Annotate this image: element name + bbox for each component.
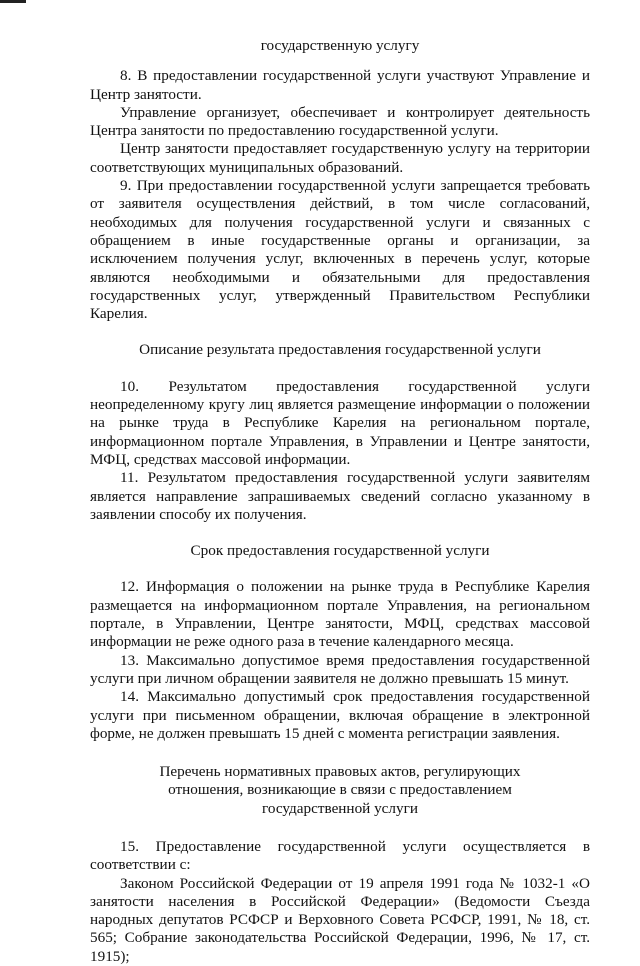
paragraph-8: 8. В предоставлении государственной услуги участвуют Управление и Центр занятости. [90,67,590,103]
section-heading-acts-line-2: отношения, возникающие в связи с предоставлением [168,781,512,799]
paragraph-10: 10. Результатом предоставления государственной услуги неопределенному кругу лиц является размещение информации о положении на рынке труда в Республике Карелия на региональном портале, информационном портале Управления, в Управлении и Центре занятости, МФЦ, средствах массовой информации. [90,377,590,468]
section-heading-acts-line-1: Перечень нормативных правовых актов, регулирующих [159,763,521,781]
section-heading-term: Срок предоставления государственной услуги [190,542,490,560]
paragraph-8-management: Управление организует, обеспечивает и контролирует деятельность Центра занятости по предоставлению государственной услуги. [90,103,590,140]
paragraph-11: 11. Результатом предоставления государственной услуги заявителям является направление запрашиваемых сведений согласно указанному в заявлении способу их получения. [90,469,590,523]
paragraph-12: 12. Информация о положении на рынке труда в Республике Карелия размещается на информационном портале Управления, на региональном портале, в Управлении, Центре занятости, МФЦ, средствах массовой информации не реже одного раза в течение календарного месяца. [90,578,590,651]
paragraph-9: 9. При предоставлении государственной услуги запрещается требовать от заявителя осуществления действий, в том числе согласований, необходимых для получения государственной услуги и связанных с обращением в иные государственные органы и организации, за исключением получения услуг, включенных в перечень услуг, которые являются необходимыми и обязательными для предоставления государственных услуг, утвержденный Правительством Республики Карелия. [90,177,590,323]
paragraph-13: 13. Максимально допустимое время предоставления государственной услуги при личном обращении заявителя не должно превышать 15 минут. [90,651,590,687]
document-body [90,37,590,966]
paragraph-15-law: Законом Российской Федерации от 19 апреля 1991 года № 1032-1 «О занятости населения в Российской Федерации» (Ведомости Съезда народных депутатов РСФСР и Верховного Совета РСФСР, 1991, № 18, ст. 565; Собрание законодательства Российской Федерации, 1996, № 17, ст. 1915); [90,874,590,965]
section-heading-acts-line-3: государственной услуги [262,799,418,817]
continuation-line: государственную услугу [260,37,420,54]
section-heading-result: Описание результата предоставления государственной услуги [139,341,541,359]
paragraph-8-center: Центр занятости предоставляет государственную услугу на территории соответствующих муниципальных образований. [90,140,590,176]
paragraph-15: 15. Предоставление государственной услуги осуществляется в соответствии с: [90,837,590,874]
paragraph-14: 14. Максимально допустимый срок предоставления государственной услуги при письменном обращении, включая обращение в электронной форме, не должен превышать 15 дней с момента регистрации заявления. [90,688,590,742]
scan-corner-mark [0,0,26,3]
section-heading-acts [90,763,590,818]
